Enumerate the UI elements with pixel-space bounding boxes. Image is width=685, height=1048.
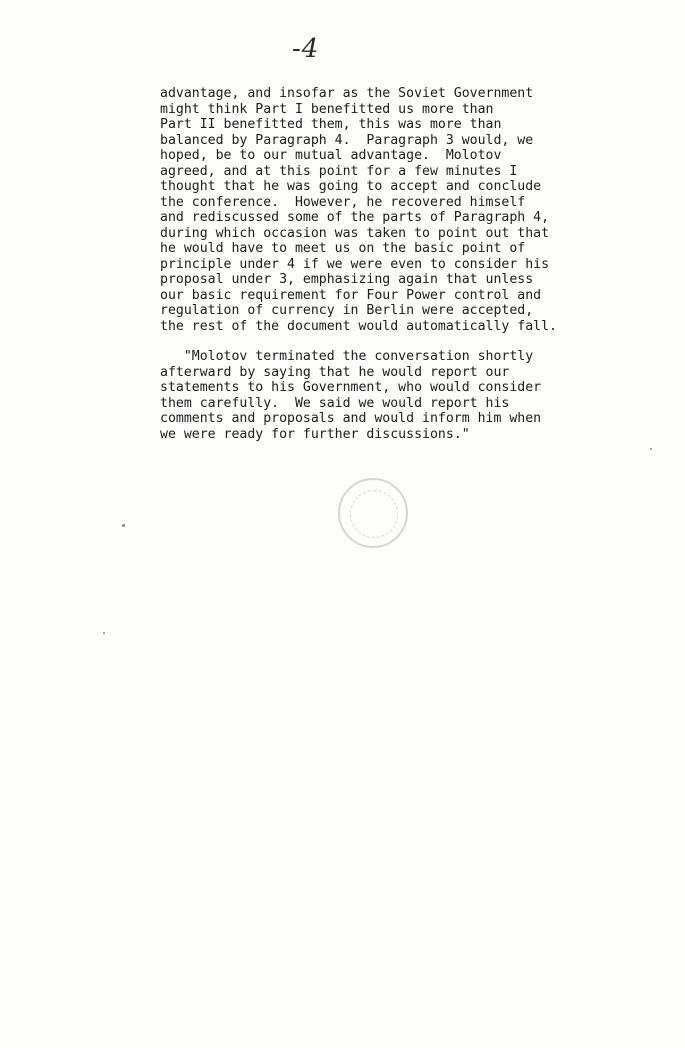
paragraph-1-line: thought that he was going to accept and conclude xyxy=(160,179,542,194)
paragraph-2-line: comments and proposals and would inform him when xyxy=(160,411,542,426)
paragraph-1-line: regulation of currency in Berlin were accepted, xyxy=(160,303,534,318)
paragraph-1-line: hoped, be to our mutual advantage. Molotov xyxy=(160,148,502,163)
paragraph-1-line: he would have to meet us on the basic point of xyxy=(160,241,526,256)
paragraph-1-line: advantage, and insofar as the Soviet Government xyxy=(160,86,534,101)
paragraph-1-line: agreed, and at this point for a few minutes I xyxy=(160,163,518,179)
paragraph-2-line: them carefully. We said we would report his xyxy=(160,395,510,411)
paragraph-2-line: statements to his Government, who would consider xyxy=(160,380,542,395)
scan-speck xyxy=(103,632,105,634)
archive-stamp xyxy=(338,478,408,548)
scan-speck xyxy=(650,448,652,450)
page-number xyxy=(292,34,319,64)
paragraph-2 xyxy=(160,349,630,442)
page-number-value: 4 xyxy=(301,34,320,64)
paragraph-1-line: the conference. However, he recovered himself xyxy=(160,194,526,210)
paragraph-1-line: balanced by Paragraph 4. Paragraph 3 would, we xyxy=(160,132,534,148)
archive-stamp-inner-ring xyxy=(350,490,398,538)
document-body xyxy=(160,86,630,442)
scan-speck xyxy=(122,524,125,527)
paragraph-2-line: afterward by saying that he would report our xyxy=(160,364,510,380)
paragraph-1-line: principle under 4 if we were even to consider his xyxy=(160,256,550,272)
paragraph-1-line: might think Part I benefitted us more than xyxy=(160,101,494,117)
paragraph-1 xyxy=(160,86,630,334)
page-number-mark: - xyxy=(292,34,302,64)
paragraph-1-line: during which occasion was taken to point out that xyxy=(160,225,550,241)
paragraph-1-line: proposal under 3, emphasizing again that unless xyxy=(160,272,534,287)
paragraph-1-line: the rest of the document would automatically fall. xyxy=(160,318,557,334)
paragraph-1-line: our basic requirement for Four Power control and xyxy=(160,287,542,303)
paragraph-1-line: and rediscussed some of the parts of Paragraph 4, xyxy=(160,210,550,225)
paragraph-2-line: we were ready for further discussions." xyxy=(160,426,470,442)
paragraph-1-line: Part II benefitted them, this was more than xyxy=(160,117,502,132)
paragraph-2-line: "Molotov terminated the conversation shortly xyxy=(160,349,534,364)
paragraph-gap xyxy=(160,334,630,349)
